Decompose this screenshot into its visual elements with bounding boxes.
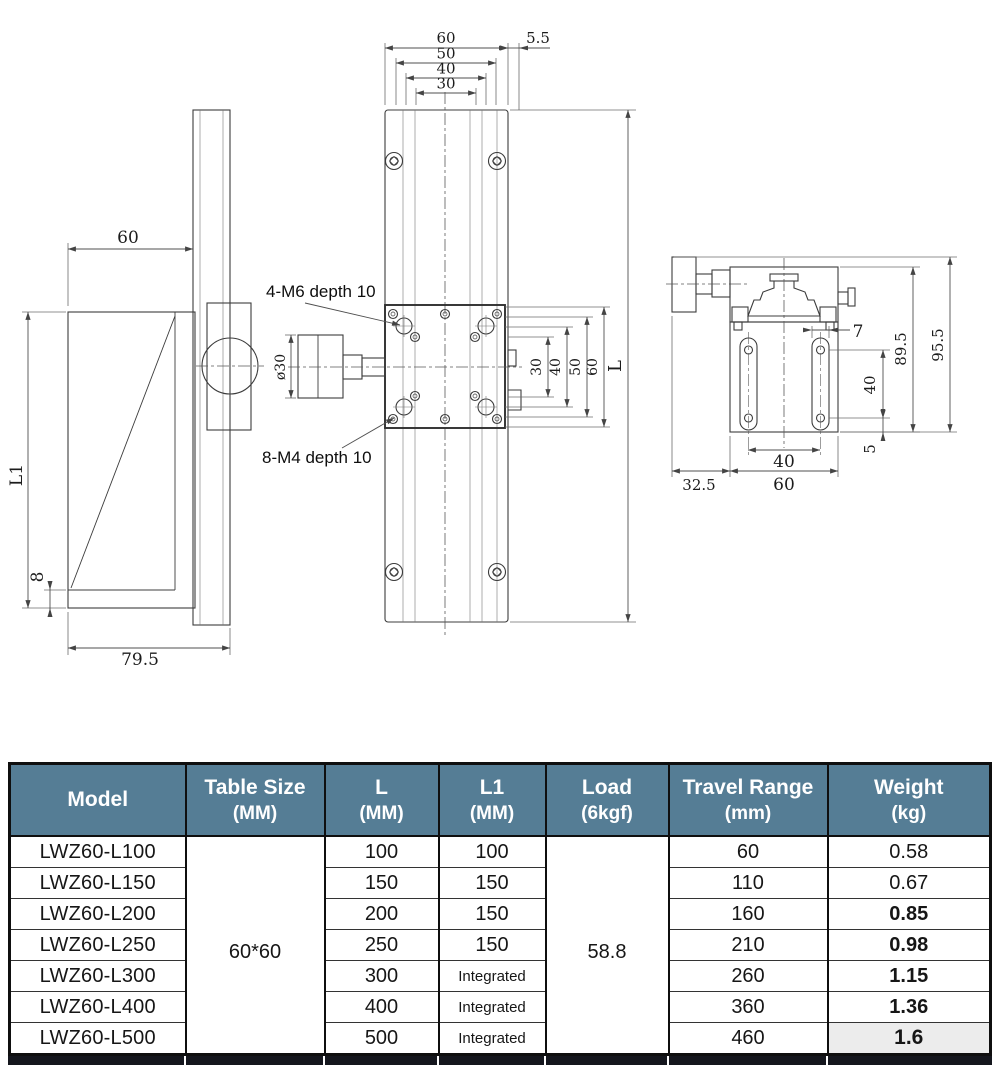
dim-knob-diameter: ø30 (273, 353, 289, 381)
travel-cell: 360 (669, 992, 828, 1023)
dim-60-side: 60 (117, 228, 139, 248)
l-cell: 500 (325, 1023, 439, 1055)
col-header-model: Model (10, 764, 186, 837)
l-cell: 200 (325, 899, 439, 930)
travel-cell: 210 (669, 930, 828, 961)
end-view-drawing (666, 257, 957, 495)
spec-table-container (8, 762, 992, 1065)
front-view-drawing (262, 29, 636, 638)
table-row (10, 1023, 991, 1055)
dim-95-5: 95.5 (929, 328, 947, 362)
model-cell: LWZ60-L100 (10, 836, 186, 868)
bottom-bar-divider (184, 1056, 186, 1065)
header-row (10, 764, 991, 837)
travel-cell: 260 (669, 961, 828, 992)
dim-length-l: L (605, 360, 626, 372)
model-cell: LWZ60-L500 (10, 1023, 186, 1055)
weight-cell: 0.98 (828, 930, 991, 961)
screw-hole (386, 153, 403, 170)
col-header-weight: Weight (kg) (828, 764, 991, 837)
label-8-m4: 8-M4 depth 10 (262, 448, 372, 467)
dim-79-5: 79.5 (121, 650, 159, 670)
dim-top-40: 40 (436, 59, 456, 78)
spec-table (8, 762, 992, 1056)
travel-cell: 110 (669, 868, 828, 899)
dim-slot-7: 7 (852, 322, 864, 342)
l-cell: 100 (325, 836, 439, 868)
dim-l1: L1 (7, 463, 27, 487)
col-header-load: Load (6kgf) (546, 764, 669, 837)
dim-top-30: 30 (436, 74, 456, 93)
table-row (10, 992, 991, 1023)
model-cell: LWZ60-L150 (10, 868, 186, 899)
travel-cell: 160 (669, 899, 828, 930)
dim-right-30: 30 (529, 358, 545, 376)
travel-cell: 60 (669, 836, 828, 868)
l1-cell: Integrated (439, 992, 546, 1023)
dim-60-bottom: 60 (773, 475, 795, 495)
dim-8: 8 (28, 571, 48, 583)
dim-5: 5 (861, 444, 879, 454)
table-size-merged-cell: 60*60 (186, 836, 325, 1055)
table-row (10, 961, 991, 992)
model-cell: LWZ60-L400 (10, 992, 186, 1023)
dim-32-5: 32.5 (682, 476, 716, 494)
table-row (10, 836, 991, 868)
bottom-bar-divider (323, 1056, 325, 1065)
label-4-m6: 4-M6 depth 10 (266, 282, 376, 301)
dim-right-50: 50 (568, 358, 584, 376)
bottom-bar-divider (667, 1056, 669, 1065)
bottom-bar-divider (437, 1056, 439, 1065)
col-header-travel-range: Travel Range (mm) (669, 764, 828, 837)
l-cell: 250 (325, 930, 439, 961)
l1-cell: 150 (439, 899, 546, 930)
weight-cell: 0.85 (828, 899, 991, 930)
load-merged-cell: 58.8 (546, 836, 669, 1055)
dim-right-40: 40 (548, 358, 564, 376)
l-cell: 300 (325, 961, 439, 992)
l-cell: 150 (325, 868, 439, 899)
side-view-drawing (7, 110, 264, 670)
l1-cell: 150 (439, 868, 546, 899)
screw-hole (386, 564, 403, 581)
table-row (10, 930, 991, 961)
col-header-table-size: Table Size (MM) (186, 764, 325, 837)
col-header-l: L (MM) (325, 764, 439, 837)
dim-top-50: 50 (436, 44, 456, 63)
weight-cell: 0.67 (828, 868, 991, 899)
dim-40-bottom: 40 (773, 452, 795, 472)
dim-right-60: 60 (585, 358, 601, 376)
weight-cell: 1.6 (828, 1023, 991, 1055)
model-cell: LWZ60-L250 (10, 930, 186, 961)
l1-cell: 150 (439, 930, 546, 961)
bottom-bar-divider (826, 1056, 828, 1065)
weight-cell: 0.58 (828, 836, 991, 868)
table-row (10, 868, 991, 899)
bottom-bar-divider (544, 1056, 546, 1065)
table-row (10, 899, 991, 930)
l1-cell: 100 (439, 836, 546, 868)
dim-40-vertical: 40 (861, 375, 879, 395)
weight-cell: 1.36 (828, 992, 991, 1023)
model-cell: LWZ60-L300 (10, 961, 186, 992)
col-header-l1: L1 (MM) (439, 764, 546, 837)
dim-5-5: 5.5 (526, 29, 550, 47)
l1-cell: Integrated (439, 961, 546, 992)
travel-cell: 460 (669, 1023, 828, 1055)
l-cell: 400 (325, 992, 439, 1023)
weight-cell: 1.15 (828, 961, 991, 992)
dim-top-60: 60 (436, 29, 456, 47)
dim-89-5: 89.5 (892, 332, 910, 366)
model-cell: LWZ60-L200 (10, 899, 186, 930)
l1-cell: Integrated (439, 1023, 546, 1055)
next-table-row-partial (8, 1056, 992, 1065)
